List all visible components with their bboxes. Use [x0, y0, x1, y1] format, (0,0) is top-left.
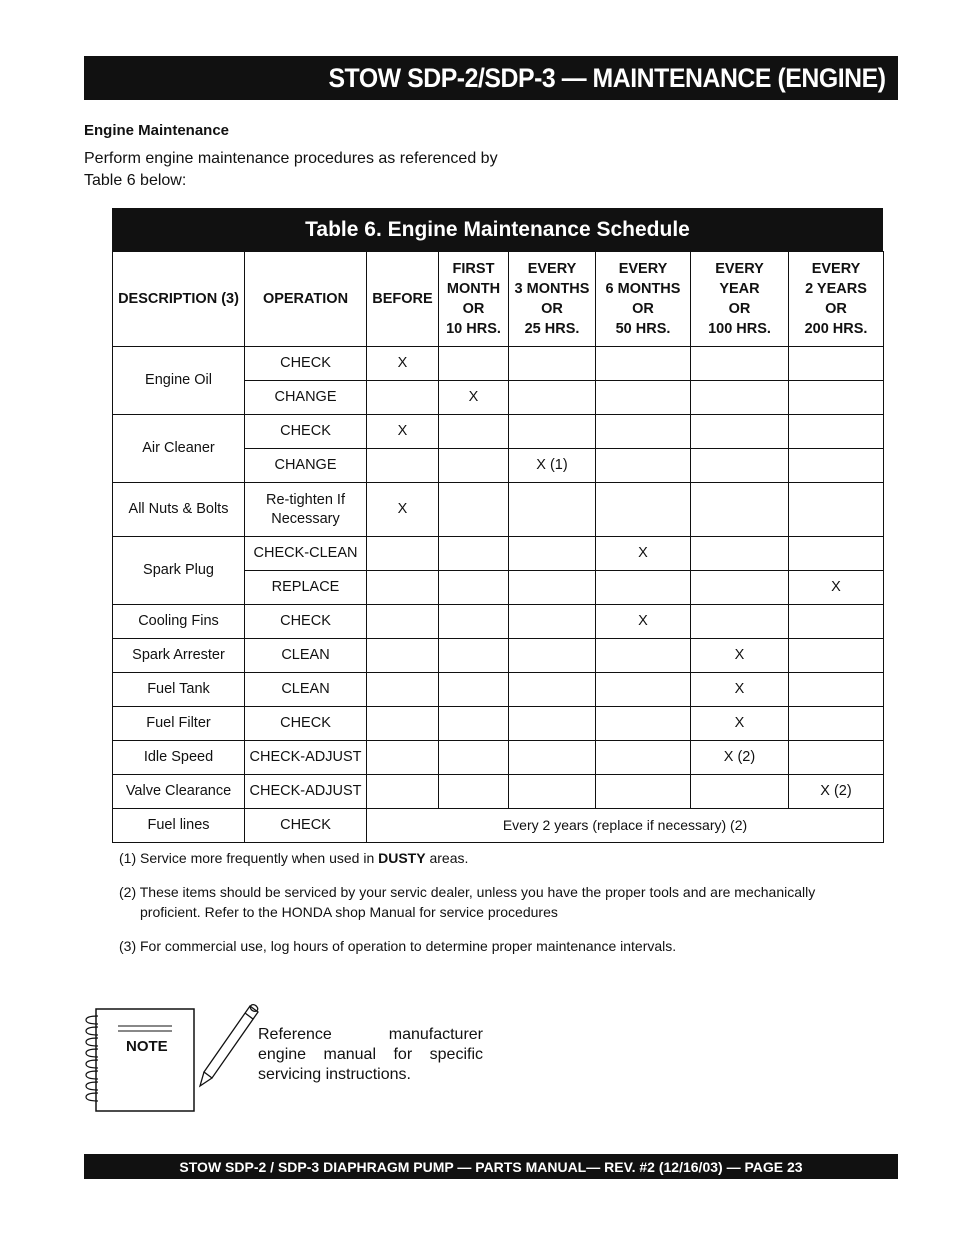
row-operation: CHANGE [245, 449, 367, 483]
footer-bar [84, 1154, 898, 1179]
cell-every-year: X [691, 639, 789, 673]
row-operation: CHECK [245, 809, 367, 843]
cell-every-3-months: X (1) [509, 449, 596, 483]
cell-before: X [367, 483, 439, 537]
col-every-3-months: EVERY 3 MONTHS OR 25 HRS. [509, 252, 596, 347]
col-every-2-years: EVERY 2 YEARS OR 200 HRS. [789, 252, 884, 347]
note-label: NOTE [126, 1038, 168, 1055]
cell-before: X [367, 347, 439, 381]
row-description: Spark Arrester [113, 639, 245, 673]
col-description: DESCRIPTION (3) [113, 252, 245, 347]
footnote-2: (2) These items should be serviced by your servic dealer, unless you have the proper tools and are mechanically proficient. Refer to the HONDA shop Manual for service procedures [119, 884, 816, 920]
note-text: Reference manufacturer engine manual for specific servicing instructions. [258, 1026, 483, 1083]
table-row [113, 707, 884, 741]
row-description: Air Cleaner [113, 415, 245, 483]
cell-before: X [367, 415, 439, 449]
cell-every-2-years: X (2) [789, 775, 884, 809]
col-before: BEFORE [367, 252, 439, 347]
row-operation: CHECK [245, 415, 367, 449]
notepad-graphic [84, 1008, 195, 1112]
footer-text: STOW SDP-2 / SDP-3 DIAPHRAGM PUMP — PARTS MANUAL— REV. #2 (12/16/03) — PAGE 23 [179, 1158, 803, 1175]
row-operation: CHECK [245, 605, 367, 639]
page-title: STOW SDP-2/SDP-3 — MAINTENANCE (ENGINE) [328, 62, 886, 93]
intro-text [84, 148, 504, 192]
footnotes [119, 848, 839, 970]
table-row [113, 775, 884, 809]
col-operation: OPERATION [245, 252, 367, 347]
row-description: Cooling Fins [113, 605, 245, 639]
row-operation: CHECK [245, 347, 367, 381]
intro-line-2: Table 6 below: [84, 172, 187, 189]
cell-every-6-months: X [596, 537, 691, 571]
row-operation: CHECK [245, 707, 367, 741]
cell-every-year: X (2) [691, 741, 789, 775]
col-every-6-months: EVERY 6 MONTHS OR 50 HRS. [596, 252, 691, 347]
row-operation: Re-tighten If Necessary [245, 483, 367, 537]
fuel-lines-interval: Every 2 years (replace if necessary) (2) [367, 809, 884, 843]
table-row [113, 347, 884, 381]
row-operation: REPLACE [245, 571, 367, 605]
schedule-grid [112, 251, 884, 843]
header-bar [84, 56, 898, 100]
col-every-year: EVERY YEAR OR 100 HRS. [691, 252, 789, 347]
pencil-icon [196, 1000, 262, 1090]
row-description: Fuel Tank [113, 673, 245, 707]
row-description: Spark Plug [113, 537, 245, 605]
table-row [113, 605, 884, 639]
row-operation: CLEAN [245, 673, 367, 707]
table-row [113, 741, 884, 775]
row-description: Engine Oil [113, 347, 245, 415]
row-description: Valve Clearance [113, 775, 245, 809]
cell-every-6-months: X [596, 605, 691, 639]
cell-first-month: X [439, 381, 509, 415]
col-first-month: FIRST MONTH OR 10 HRS. [439, 252, 509, 347]
note-notepad-icon [84, 1008, 195, 1112]
row-description: All Nuts & Bolts [113, 483, 245, 537]
table-row [113, 639, 884, 673]
row-operation: CHECK-ADJUST [245, 741, 367, 775]
footnote-3: (3) For commercial use, log hours of operation to determine proper maintenance intervals. [119, 938, 677, 954]
section-heading: Engine Maintenance [84, 122, 230, 139]
row-operation: CLEAN [245, 639, 367, 673]
row-description: Idle Speed [113, 741, 245, 775]
cell-every-year: X [691, 707, 789, 741]
header-row [113, 252, 884, 347]
table-title: Table 6. Engine Maintenance Schedule [112, 208, 883, 251]
footnote-1: (1) Service more frequently when used in DUSTY areas. [119, 850, 469, 866]
row-description: Fuel Filter [113, 707, 245, 741]
table-row [113, 537, 884, 571]
intro-line-1: Perform engine maintenance procedures as referenced by [84, 150, 498, 167]
row-description: Fuel lines [113, 809, 245, 843]
table-row [113, 809, 884, 843]
maintenance-table [112, 208, 883, 843]
row-operation: CHECK-ADJUST [245, 775, 367, 809]
row-operation: CHECK-CLEAN [245, 537, 367, 571]
row-operation: CHANGE [245, 381, 367, 415]
table-row [113, 673, 884, 707]
cell-every-year: X [691, 673, 789, 707]
table-row [113, 483, 884, 537]
table-row [113, 415, 884, 449]
cell-every-2-years: X [789, 571, 884, 605]
